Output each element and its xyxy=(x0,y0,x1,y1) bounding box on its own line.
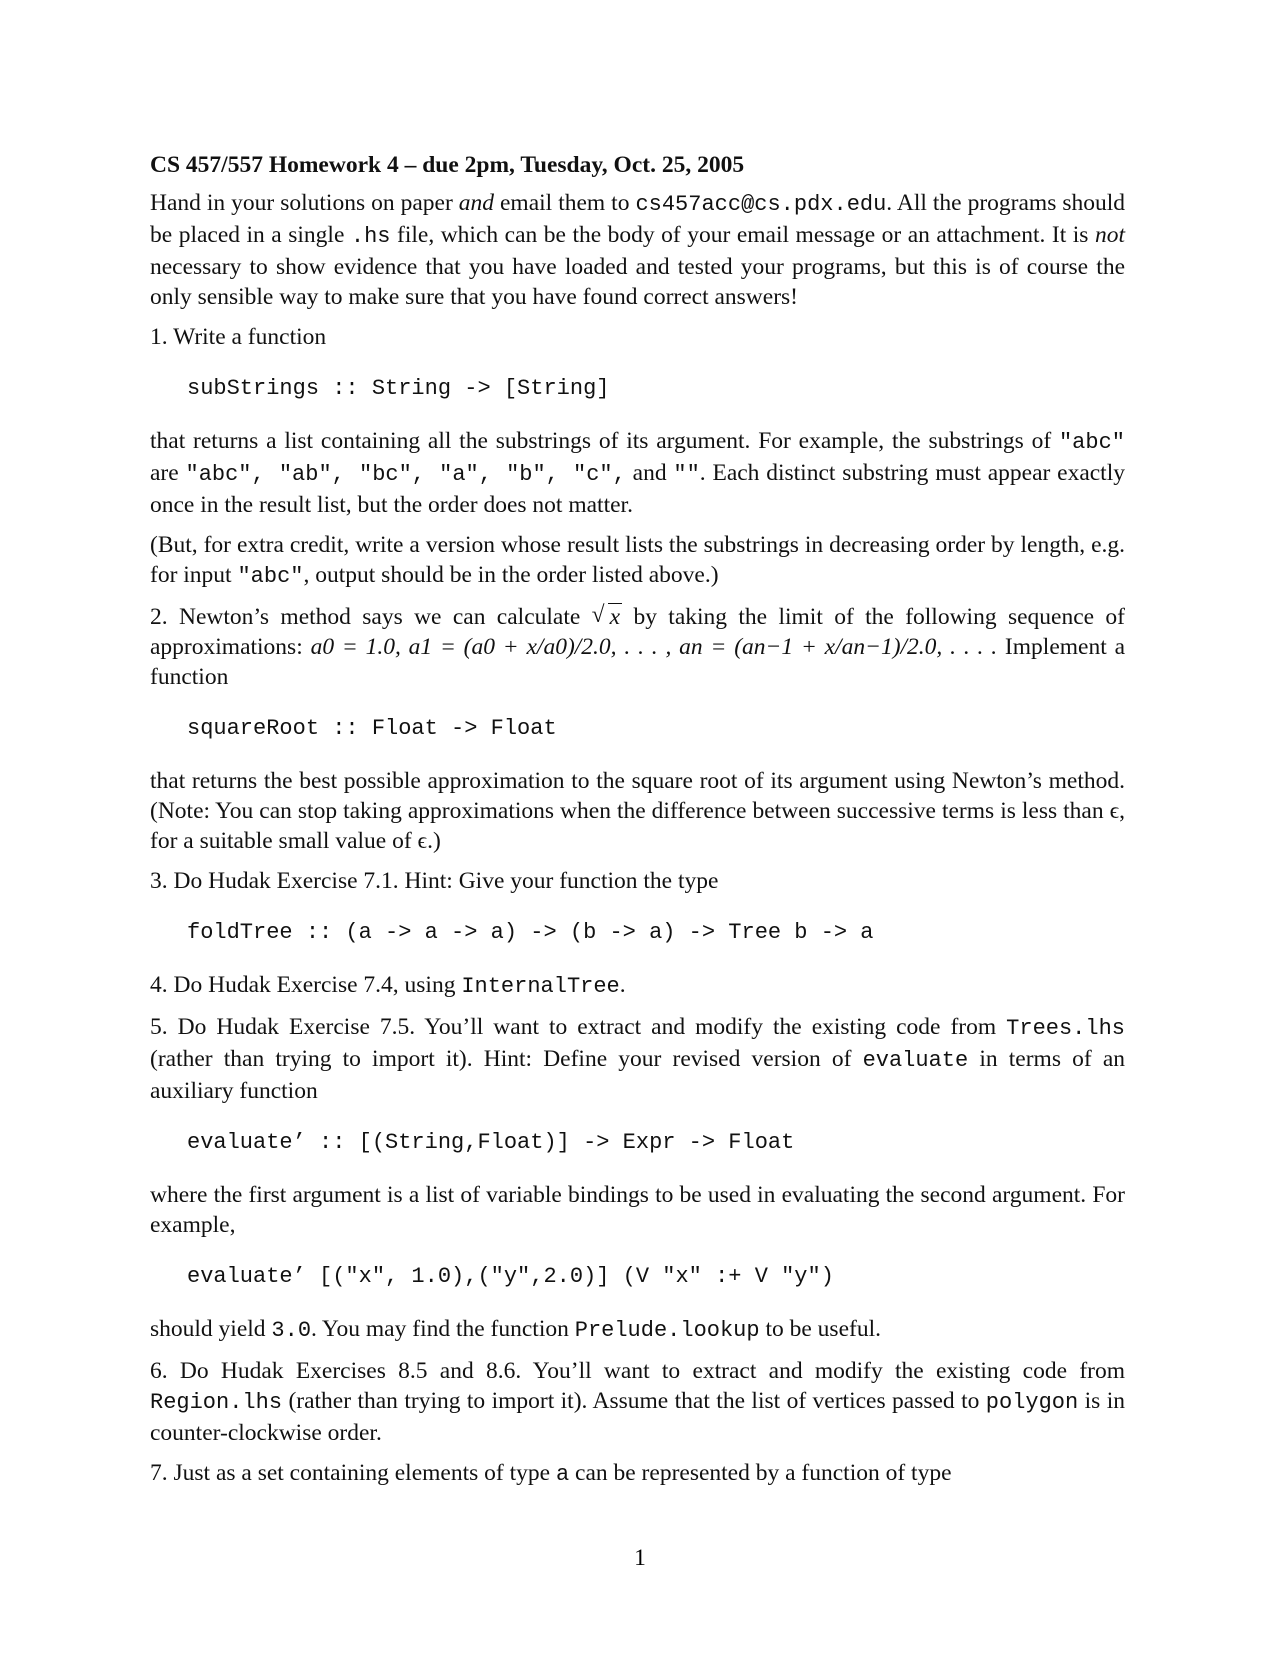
sqrt-variable: x xyxy=(609,604,621,630)
text: should yield xyxy=(150,1316,272,1342)
text: by taking the limit of the following sequence of approximations: xyxy=(150,604,1125,660)
sqrt-symbol: √ x xyxy=(591,602,621,630)
code: InternalTree xyxy=(461,974,620,999)
text: to be useful. xyxy=(759,1316,881,1342)
text: (rather than trying to import it). Assume that the list of vertices passed to xyxy=(282,1388,986,1414)
question-5-result xyxy=(150,1314,1125,1346)
text: . Each distinct substring must appear exactly once in the result list, but the order does not matter. xyxy=(150,460,1125,518)
question-5-body: where the first argument is a list of variable bindings to be used in evaluating the second argument. For example, xyxy=(150,1182,1125,1238)
text: is in counter-clockwise order. xyxy=(150,1388,1125,1446)
emphasis: and xyxy=(458,190,495,216)
text: are xyxy=(150,460,186,486)
question-2-body: that returns the best possible approximation to the square root of its argument using Newton’s method. (Note: You can stop taking approximations when the difference between successive terms is less than ϵ, for a suitable small value of ϵ.) xyxy=(150,768,1125,854)
text: 4. Do Hudak Exercise 7.4, using xyxy=(150,972,462,998)
text: 2. Newton’s method says we can calculate xyxy=(150,604,592,630)
text: can be represented by a function of type xyxy=(569,1460,952,1486)
code: Trees.lhs xyxy=(1006,1016,1125,1041)
question-5-lead xyxy=(150,1012,1125,1106)
question-1-lead: 1. Write a function xyxy=(150,324,327,350)
foldtree-signature: foldTree :: (a -> a -> a) -> (b -> a) -> Tree b -> a xyxy=(187,920,874,945)
text: . All the programs should be placed in a single xyxy=(150,190,1126,248)
question-7 xyxy=(150,1458,1125,1490)
text: in terms of an auxiliary function xyxy=(150,1046,1125,1104)
page-title: CS 457/557 Homework 4 – due 2pm, Tuesday, Oct. 25, 2005 xyxy=(150,152,745,178)
code: evaluate xyxy=(862,1048,969,1073)
text: necessary to show evidence that you have loaded and tested your programs, but this is of course the only sensible way to make sure that you have found correct answers! xyxy=(150,254,1125,310)
code: Prelude.lookup xyxy=(574,1318,760,1343)
squareroot-signature: squareRoot :: Float -> Float xyxy=(187,716,557,741)
document-page xyxy=(150,150,1125,1500)
code: "abc" xyxy=(1058,430,1125,455)
text: that returns a list containing all the substrings of its argument. For example, the substrings of xyxy=(150,428,1059,454)
code: "abc", "ab", "bc", "a", "b", "c", xyxy=(185,462,626,487)
text: . xyxy=(619,972,626,998)
evaluate-example: evaluate’ [("x", 1.0),("y",2.0)] (V "x" :+ V "y") xyxy=(187,1264,834,1289)
code: Region.lhs xyxy=(150,1390,283,1415)
emphasis: not xyxy=(1094,222,1125,248)
text: (But, for extra credit, write a version whose result lists the substrings in decreasing order by length, e.g. for input xyxy=(150,532,1125,588)
text: Hand in your solutions on paper xyxy=(150,190,459,216)
intro-paragraph xyxy=(150,188,1125,312)
question-1-extra-credit xyxy=(150,530,1125,592)
question-6 xyxy=(150,1356,1125,1448)
question-3-lead: 3. Do Hudak Exercise 7.1. Hint: Give your function the type xyxy=(150,868,719,894)
code: 3.0 xyxy=(271,1318,312,1343)
text: file, which can be the body of your email message or an attachment. It is xyxy=(390,222,1095,248)
text: 6. Do Hudak Exercises 8.5 and 8.6. You’ll want to extract and modify the existing code from xyxy=(150,1358,1125,1384)
newton-formula: a0 = 1.0, a1 = (a0 + x/a0)/2.0, . . . , an = (an−1 + x/an−1)/2.0, . . . . xyxy=(310,634,998,660)
text: , output should be in the order listed above.) xyxy=(303,562,719,588)
text: . You may find the function xyxy=(311,1316,575,1342)
text: Implement a function xyxy=(150,634,1125,690)
substrings-signature: subStrings :: String -> [String] xyxy=(187,376,610,401)
question-1-body xyxy=(150,426,1125,520)
text: 5. Do Hudak Exercise 7.5. You’ll want to extract and modify the existing code from xyxy=(150,1014,1007,1040)
email-address[interactable]: cs457acc@cs.pdx.edu xyxy=(635,192,887,217)
code: polygon xyxy=(985,1390,1079,1415)
text: (rather than trying to import it). Hint: Define your revised version of xyxy=(150,1046,863,1072)
file-extension: .hs xyxy=(350,224,391,249)
question-4 xyxy=(150,970,1125,1002)
text: email them to xyxy=(494,190,636,216)
evaluate-signature: evaluate’ :: [(String,Float)] -> Expr -> Float xyxy=(187,1130,795,1155)
text: 7. Just as a set containing elements of type xyxy=(150,1460,556,1486)
code: a xyxy=(555,1462,570,1487)
question-2-lead xyxy=(150,602,1125,692)
code: "" xyxy=(673,462,700,487)
page-number: 1 xyxy=(634,1545,646,1571)
code: "abc" xyxy=(237,564,304,589)
text: and xyxy=(625,460,674,486)
